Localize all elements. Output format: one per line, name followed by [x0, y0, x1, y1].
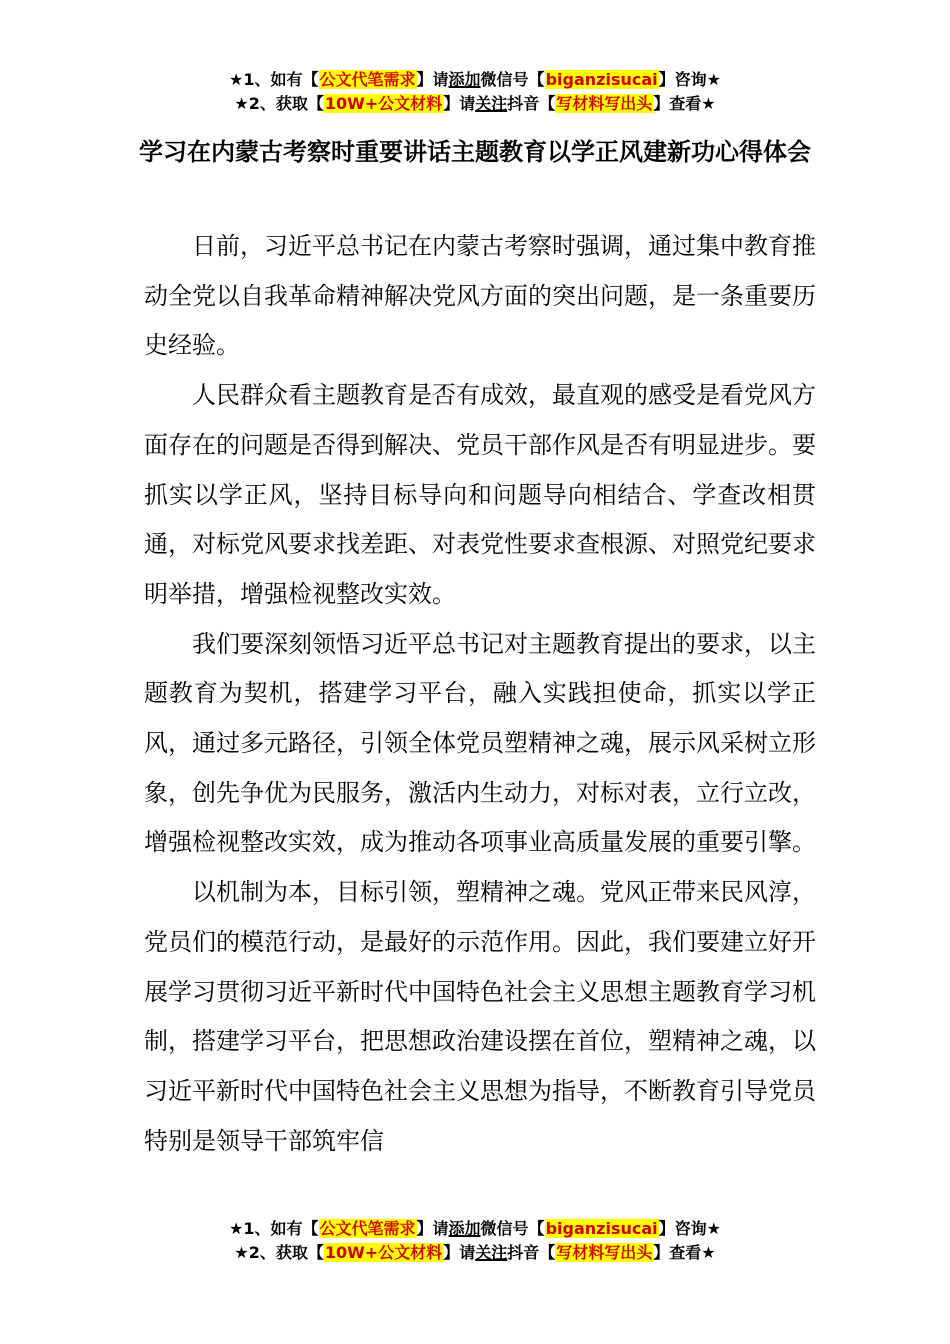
paragraph-2: 人民群众看主题教育是否有成效，最直观的感受是看党风方面存在的问题是否得到解决、党员干部作风是否有明显进步。要抓实以学正风，坚持目标导向和问题导向相结合、学查改相贯通，对标党风要求找差距、对表党性要求查根源、对照党纪要求明举措，增强检视整改实效。 [144, 381, 816, 608]
header-line1-text-g: 】咨询★ [658, 70, 721, 89]
header-banner [0, 68, 950, 116]
footer-line-2 [0, 1241, 950, 1265]
paragraph-4: 以机制为本，目标引领，塑精神之魂。党风正带来民风淳，党员们的模范行动，是最好的示范作用。因此，我们要建立好开展学习贯彻习近平新时代中国特色社会主义思想主题教育学习机制，搭建学习平台，把思想政治建设摆在首位，塑精神之魂，以习近平新时代中国特色社会主义思想为指导，不断教育引导党员特别是领导干部筑牢信 [144, 878, 816, 1155]
header-line1-text-a: ★1、如有【 [229, 70, 319, 89]
header-line-2 [0, 92, 950, 116]
footer-line1-text-e: 微信号【 [480, 1219, 545, 1238]
header-line2-text-g: 】查看★ [653, 94, 716, 113]
footer-line2-underline-follow: 关注 [475, 1243, 508, 1262]
header-line2-text-e: 抖音【 [507, 94, 556, 113]
footer-line-1 [0, 1217, 950, 1241]
paragraph-3: 我们要深刻领悟习近平总书记对主题教育提出的要求，以主题教育为契机，搭建学习平台，融入实践担使命，抓实以学正风，通过多元路径，引领全体党员塑精神之魂，展示风采树立形象，创先争优为民服务，激活内生动力，对标对表，立行立改，增强检视整改实效，成为推动各项事业高质量发展的重要引擎。 [144, 629, 816, 857]
paragraph-1: 日前，习近平总书记在内蒙古考察时强调，通过集中教育推动全党以自我革命精神解决党风方面的突出问题，是一条重要历史经验。 [144, 232, 816, 360]
header-line1-highlight-service: 公文代笔需求 [319, 70, 416, 89]
document-body [144, 222, 816, 1166]
footer-line2-highlight-douyin-account: 写材料写出头 [556, 1243, 653, 1262]
header-line2-text-c: 】请 [443, 94, 476, 113]
header-line2-text-a: ★2、获取【 [234, 94, 324, 113]
footer-line1-text-g: 】咨询★ [658, 1219, 721, 1238]
header-line1-underline-add: 添加 [448, 70, 481, 89]
footer-line1-highlight-service: 公文代笔需求 [319, 1219, 416, 1238]
footer-line2-text-c: 】请 [443, 1243, 476, 1262]
header-line2-highlight-materials: 10W+公文材料 [324, 94, 443, 113]
header-line1-highlight-wechat-id: biganzisucai [545, 70, 658, 89]
header-line-1 [0, 68, 950, 92]
header-line2-underline-follow: 关注 [475, 94, 508, 113]
footer-line1-underline-add: 添加 [448, 1219, 481, 1238]
footer-line1-highlight-wechat-id: biganzisucai [545, 1219, 658, 1238]
header-line1-text-e: 微信号【 [480, 70, 545, 89]
footer-banner [0, 1217, 950, 1265]
footer-line1-text-a: ★1、如有【 [229, 1219, 319, 1238]
footer-line2-text-g: 】查看★ [653, 1243, 716, 1262]
header-line2-highlight-douyin-account: 写材料写出头 [556, 94, 653, 113]
footer-line1-text-c: 】请 [416, 1219, 449, 1238]
document-title: 学习在内蒙古考察时重要讲话主题教育以学正风建新功心得体会 [139, 138, 811, 166]
footer-line2-text-e: 抖音【 [507, 1243, 556, 1262]
footer-line2-highlight-materials: 10W+公文材料 [324, 1243, 443, 1262]
header-line1-text-c: 】请 [416, 70, 449, 89]
footer-line2-text-a: ★2、获取【 [234, 1243, 324, 1262]
